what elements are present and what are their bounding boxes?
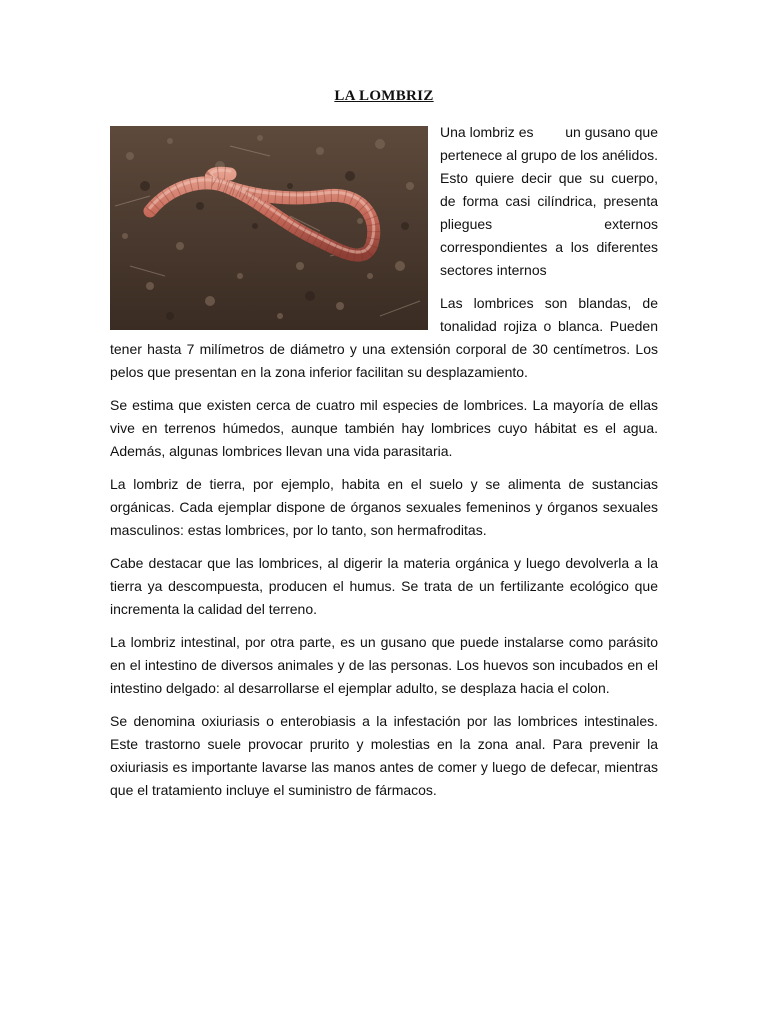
document-body (110, 121, 662, 812)
paragraph: La lombriz de tierra, por ejemplo, habita en el suelo y se alimenta de sustancias orgánicas. Cada ejemplar dispone de órganos sexuales femeninos y órganos sexuales masculinos: estas lombrices, por lo tanto, son hermafroditas. (110, 476, 658, 538)
document-title: LA LOMBRIZ (334, 88, 434, 104)
paragraph: Las lombrices son blandas, de tonalidad rojiza o blanca. Pueden tener hasta 7 milímetros de diámetro y una extensión corporal de 30 centímetros. Los pelos que presentan en la zona inferior facilitan su desplazamiento. (110, 295, 658, 380)
paragraph: La lombriz intestinal, por otra parte, es un gusano que puede instalarse como parásito en el intestino de diversos animales y de las personas. Los huevos son incubados en el intestino delgado: al desarrollarse el ejemplar adulto, se desplaza hacia el colon. (110, 634, 658, 696)
paragraph: Cabe destacar que las lombrices, al digerir la materia orgánica y luego devolverla a la tierra ya descompuesta, producen el humus. Se trata de un fertilizante ecológico que incrementa la calidad del terreno. (110, 555, 658, 617)
paragraph: Una lombriz es un gusano que pertenece al grupo de los anélidos. Esto quiere decir que su cuerpo, de forma casi cilíndrica, presenta pliegues externos correspondientes a los diferentes sectores internos (440, 124, 662, 278)
earthworm-photo (110, 126, 428, 330)
paragraph: Se denomina oxiuriasis o enterobiasis a la infestación por las lombrices intestinales. Este trastorno suele provocar prurito y molestias en la zona anal. Para prevenir la oxiuriasis es importante lavarse las manos antes de comer y luego de defecar, mientras que el tratamiento incluye el suministro de fármacos. (110, 713, 658, 798)
paragraph: Se estima que existen cerca de cuatro mil especies de lombrices. La mayoría de ellas vive en terrenos húmedos, aunque también hay lombrices cuyo hábitat es el agua. Además, algunas lombrices llevan una vida parasitaria. (110, 397, 658, 459)
